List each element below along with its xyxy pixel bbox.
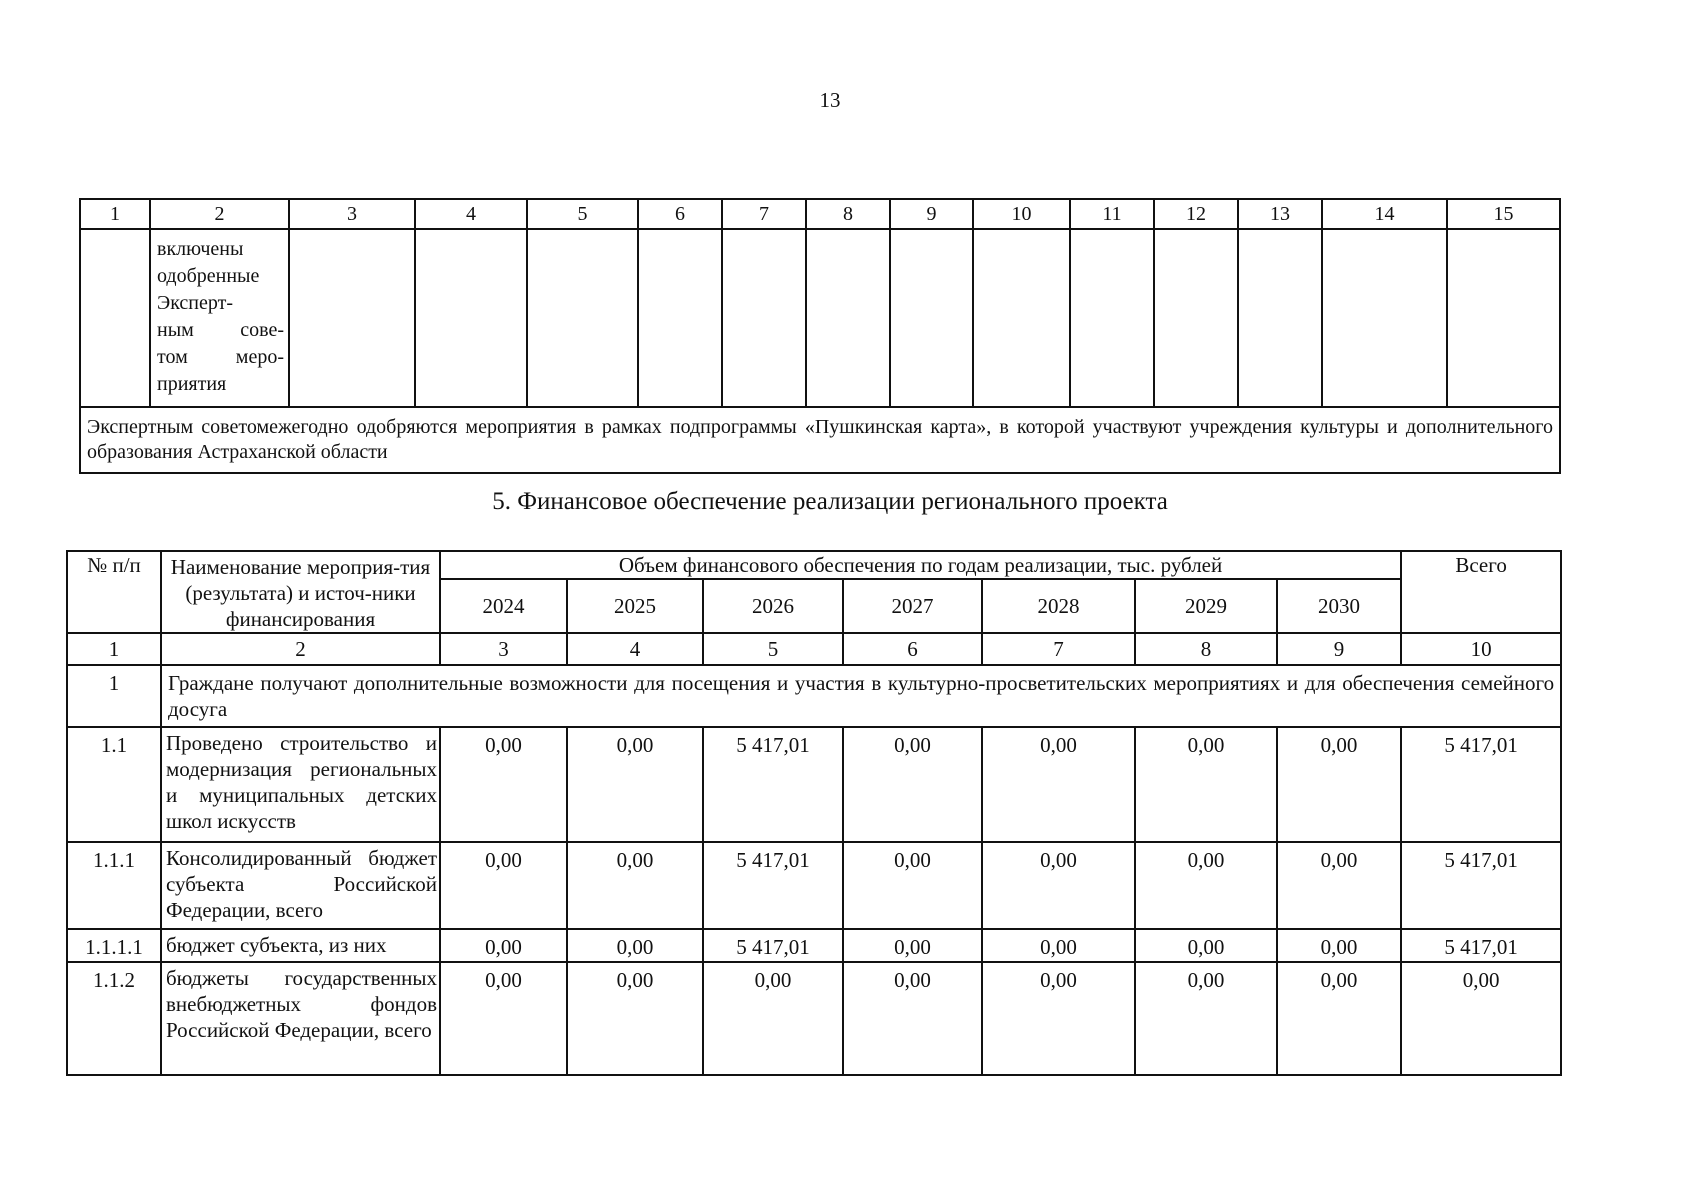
- value-cell: 0,00: [982, 929, 1135, 962]
- value-cell: 0,00: [1277, 962, 1401, 1075]
- column-number: 4: [415, 199, 527, 229]
- value-cell: 0,00: [440, 727, 567, 842]
- column-number: 5: [527, 199, 638, 229]
- column-number: 7: [722, 199, 806, 229]
- value-cell: 5 417,01: [703, 929, 843, 962]
- value-cell: 5 417,01: [703, 727, 843, 842]
- value-cell: 0,00: [1135, 929, 1277, 962]
- year-header: 2030: [1277, 579, 1401, 633]
- empty-cell: [1322, 229, 1447, 407]
- empty-cell: [1447, 229, 1560, 407]
- column-number: 9: [890, 199, 973, 229]
- year-header: 2024: [440, 579, 567, 633]
- value-cell: 0,00: [843, 929, 982, 962]
- empty-cell: [638, 229, 722, 407]
- year-header: 2028: [982, 579, 1135, 633]
- finance-table: [66, 550, 1562, 1076]
- column-number: 10: [973, 199, 1070, 229]
- row-name: бюджеты государственных внебюджетных фондов Российской Федерации, всего: [161, 962, 440, 1075]
- column-number: 6: [843, 633, 982, 665]
- row-name: бюджет субъекта, из них: [161, 929, 440, 962]
- text-line: включены: [157, 238, 244, 260]
- empty-cell: [890, 229, 973, 407]
- empty-cell: [415, 229, 527, 407]
- value-cell: 0,00: [843, 842, 982, 929]
- column-number: 7: [982, 633, 1135, 665]
- column-number: 2: [150, 199, 289, 229]
- column-number: 14: [1322, 199, 1447, 229]
- value-cell: 0,00: [440, 962, 567, 1075]
- row-description: [150, 229, 289, 407]
- value-cell: 0,00: [1277, 929, 1401, 962]
- total-cell: 5 417,01: [1401, 727, 1561, 842]
- value-cell: 0,00: [1135, 962, 1277, 1075]
- value-cell: 0,00: [843, 727, 982, 842]
- text-line: приятия: [157, 373, 227, 395]
- note-row: [80, 407, 1560, 473]
- text-line: Эксперт-: [157, 292, 234, 314]
- header-number: № п/п: [67, 551, 161, 633]
- column-number: 8: [806, 199, 890, 229]
- value-cell: 5 417,01: [703, 842, 843, 929]
- column-number: 12: [1154, 199, 1238, 229]
- total-cell: 5 417,01: [1401, 929, 1561, 962]
- empty-cell: [289, 229, 415, 407]
- value-cell: 0,00: [567, 727, 703, 842]
- total-cell: 5 417,01: [1401, 842, 1561, 929]
- table-row: [67, 727, 1561, 842]
- empty-cell: [527, 229, 638, 407]
- value-cell: 0,00: [567, 962, 703, 1075]
- column-number: 11: [1070, 199, 1154, 229]
- text-line: ным сове-: [157, 319, 284, 341]
- goal-row: [67, 665, 1561, 727]
- column-number: 15: [1447, 199, 1560, 229]
- value-cell: 0,00: [567, 929, 703, 962]
- note-text: Экспертным советомежегодно одобряются мероприятия в рамках подпрограммы «Пушкинская карта», в которой участвуют учреждения культуры и дополнительного образования Астраханской области: [80, 407, 1560, 473]
- column-number: 9: [1277, 633, 1401, 665]
- empty-cell: [1238, 229, 1322, 407]
- row-name: Консолидированный бюджет субъекта Российской Федерации, всего: [161, 842, 440, 929]
- column-number-row: [80, 199, 1560, 229]
- value-cell: 0,00: [440, 929, 567, 962]
- column-number: 5: [703, 633, 843, 665]
- column-number: 8: [1135, 633, 1277, 665]
- header-total: Всего: [1401, 551, 1561, 633]
- table-row: [67, 929, 1561, 962]
- year-header: 2029: [1135, 579, 1277, 633]
- row-name: Проведено строительство и модернизация региональных и муниципальных детских школ искусств: [161, 727, 440, 842]
- header-row: [67, 551, 1561, 579]
- empty-cell: [1070, 229, 1154, 407]
- section-title: 5. Финансовое обеспечение реализации регионального проекта: [492, 488, 1168, 515]
- goal-number: 1: [67, 665, 161, 727]
- year-header: 2027: [843, 579, 982, 633]
- empty-cell: [806, 229, 890, 407]
- row-number: 1.1.1: [67, 842, 161, 929]
- value-cell: 0,00: [1277, 727, 1401, 842]
- table-row: [80, 229, 1560, 407]
- column-number: 13: [1238, 199, 1322, 229]
- header-volume: Объем финансового обеспечения по годам реализации, тыс. рублей: [440, 551, 1401, 579]
- table-row: [67, 962, 1561, 1075]
- continuation-table: [79, 198, 1561, 474]
- goal-text: Граждане получают дополнительные возможности для посещения и участия в культурно-просветительских мероприятиях и для обеспечения семейного досуга: [161, 665, 1561, 727]
- value-cell: 0,00: [703, 962, 843, 1075]
- value-cell: 0,00: [843, 962, 982, 1075]
- row-number: 1.1.2: [67, 962, 161, 1075]
- empty-cell: [973, 229, 1070, 407]
- page-number: 13: [819, 88, 841, 112]
- value-cell: 0,00: [1135, 842, 1277, 929]
- empty-cell: [80, 229, 150, 407]
- total-cell: 0,00: [1401, 962, 1561, 1075]
- value-cell: 0,00: [1277, 842, 1401, 929]
- column-number: 4: [567, 633, 703, 665]
- header-name: Наименование мероприя-тия (результата) и источ-ники финансирования: [161, 551, 440, 633]
- year-header: 2026: [703, 579, 843, 633]
- value-cell: 0,00: [567, 842, 703, 929]
- column-number: 3: [289, 199, 415, 229]
- column-number: 10: [1401, 633, 1561, 665]
- row-number: 1.1: [67, 727, 161, 842]
- text-line: том меро-: [157, 346, 284, 368]
- value-cell: 0,00: [982, 842, 1135, 929]
- column-number: 1: [80, 199, 150, 229]
- value-cell: 0,00: [982, 962, 1135, 1075]
- year-header: 2025: [567, 579, 703, 633]
- value-cell: 0,00: [982, 727, 1135, 842]
- value-cell: 0,00: [1135, 727, 1277, 842]
- empty-cell: [1154, 229, 1238, 407]
- column-number: 6: [638, 199, 722, 229]
- text-line: одобренные: [157, 265, 260, 287]
- empty-cell: [722, 229, 806, 407]
- column-number-row: [67, 633, 1561, 665]
- column-number: 2: [161, 633, 440, 665]
- row-number: 1.1.1.1: [67, 929, 161, 962]
- column-number: 3: [440, 633, 567, 665]
- table-row: [67, 842, 1561, 929]
- column-number: 1: [67, 633, 161, 665]
- value-cell: 0,00: [440, 842, 567, 929]
